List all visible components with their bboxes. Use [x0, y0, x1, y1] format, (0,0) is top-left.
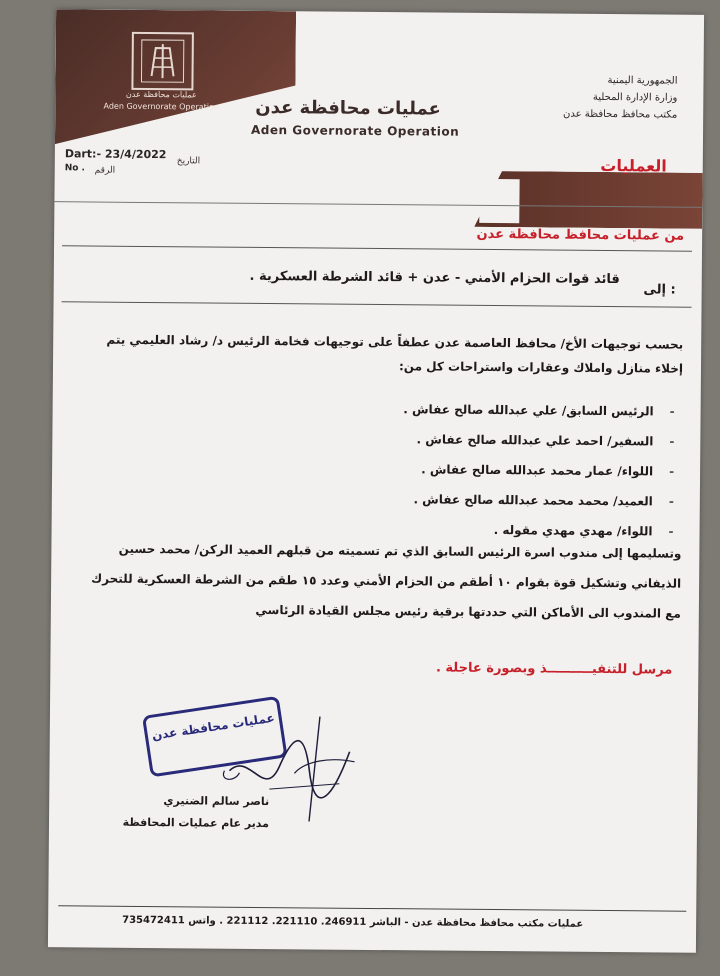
signer-block [89, 790, 269, 836]
list-item: -العميد/ محمد محمد عبدالله صالح عفاش . [413, 492, 674, 509]
org-name-en: Aden Governorate Operation [250, 122, 460, 139]
reference-number-label: No . [64, 163, 86, 174]
memo-intro: بحسب توجيهات الأخ/ محافظ العاصمة عدن عطفاً على توجيهات فخامة الرئيس د/ رشاد العليمي يتم إخلاء منازل واملاك وعقارات واستراحات كل من: [106, 332, 684, 376]
ministry-line: مكتب محافظ محافظة عدن [563, 108, 678, 121]
signer-title: مدير عام عمليات المحافظة [122, 815, 270, 831]
header-tab-notch [479, 179, 519, 223]
date-field: Dart:- 23/4/2022 [64, 147, 167, 162]
footer-divider [58, 905, 686, 911]
from-underline [62, 245, 692, 251]
to-underline [62, 301, 692, 307]
date-label-ar: التاريخ [176, 156, 201, 167]
memo-to-label: إلى : [643, 282, 676, 298]
signer-name: ناصر سالم الضنيري [163, 794, 270, 809]
governorate-logo [131, 32, 194, 91]
memo-from: من عمليات محافظ محافظة عدن [476, 226, 685, 244]
reference-number-label-ar: الرقم [94, 165, 116, 176]
logo-caption-en: Aden Governorate Operation [103, 101, 219, 112]
footer-contact: عمليات مكتب محافظ محافظة عدن - الباشر 246911. 221110. 221112 . واتس 735472411 [122, 914, 584, 930]
stamp-text: عمليات محافظة عدن [151, 710, 276, 743]
list-item: -الرئيس السابق/ علي عبدالله صالح عفاش . [403, 402, 675, 419]
list-item: -اللواء/ مهدي مهدي مقوله . [493, 523, 674, 539]
list-item: -السفير/ احمد علي عبدالله صالح عفاش . [416, 432, 675, 449]
memo-body: وتسليمها إلى مندوب اسرة الرئيس السابق الذي تم تسميته من قبلهم العميد الركن/ محمد حسين الذيفاني وتشكيل قوة بقوام ١٠ أطقم من الحزام الأمني وعدد ١٥ طقم من الشرطة العسكرية للتحرك مع المندوب الى الأماكن التي حددتها برقية رئيس مجلس القيادة الرئاسي [91, 541, 682, 621]
org-name-ar: عمليات محافظة عدن [255, 96, 441, 120]
logo-caption-ar: عمليات محافظة عدن [125, 89, 197, 100]
list-item: -اللواء/ عمار محمد عبدالله صالح عفاش . [421, 462, 675, 479]
memo-to: قائد قوات الحزام الأمني - عدن + قائد الشرطة العسكرية . [249, 268, 620, 288]
memo-sheet [48, 9, 704, 953]
memo-closing: مرسل للتنفيــــــــــذ وبصورة عاجلة . [435, 660, 673, 678]
ministry-line: وزارة الإدارة المحلية [592, 91, 678, 104]
operations-title: العمليات [600, 155, 667, 176]
persons-list [273, 393, 674, 546]
ministry-block [563, 72, 678, 124]
ministry-line: الجمهورية اليمنية [607, 75, 678, 87]
